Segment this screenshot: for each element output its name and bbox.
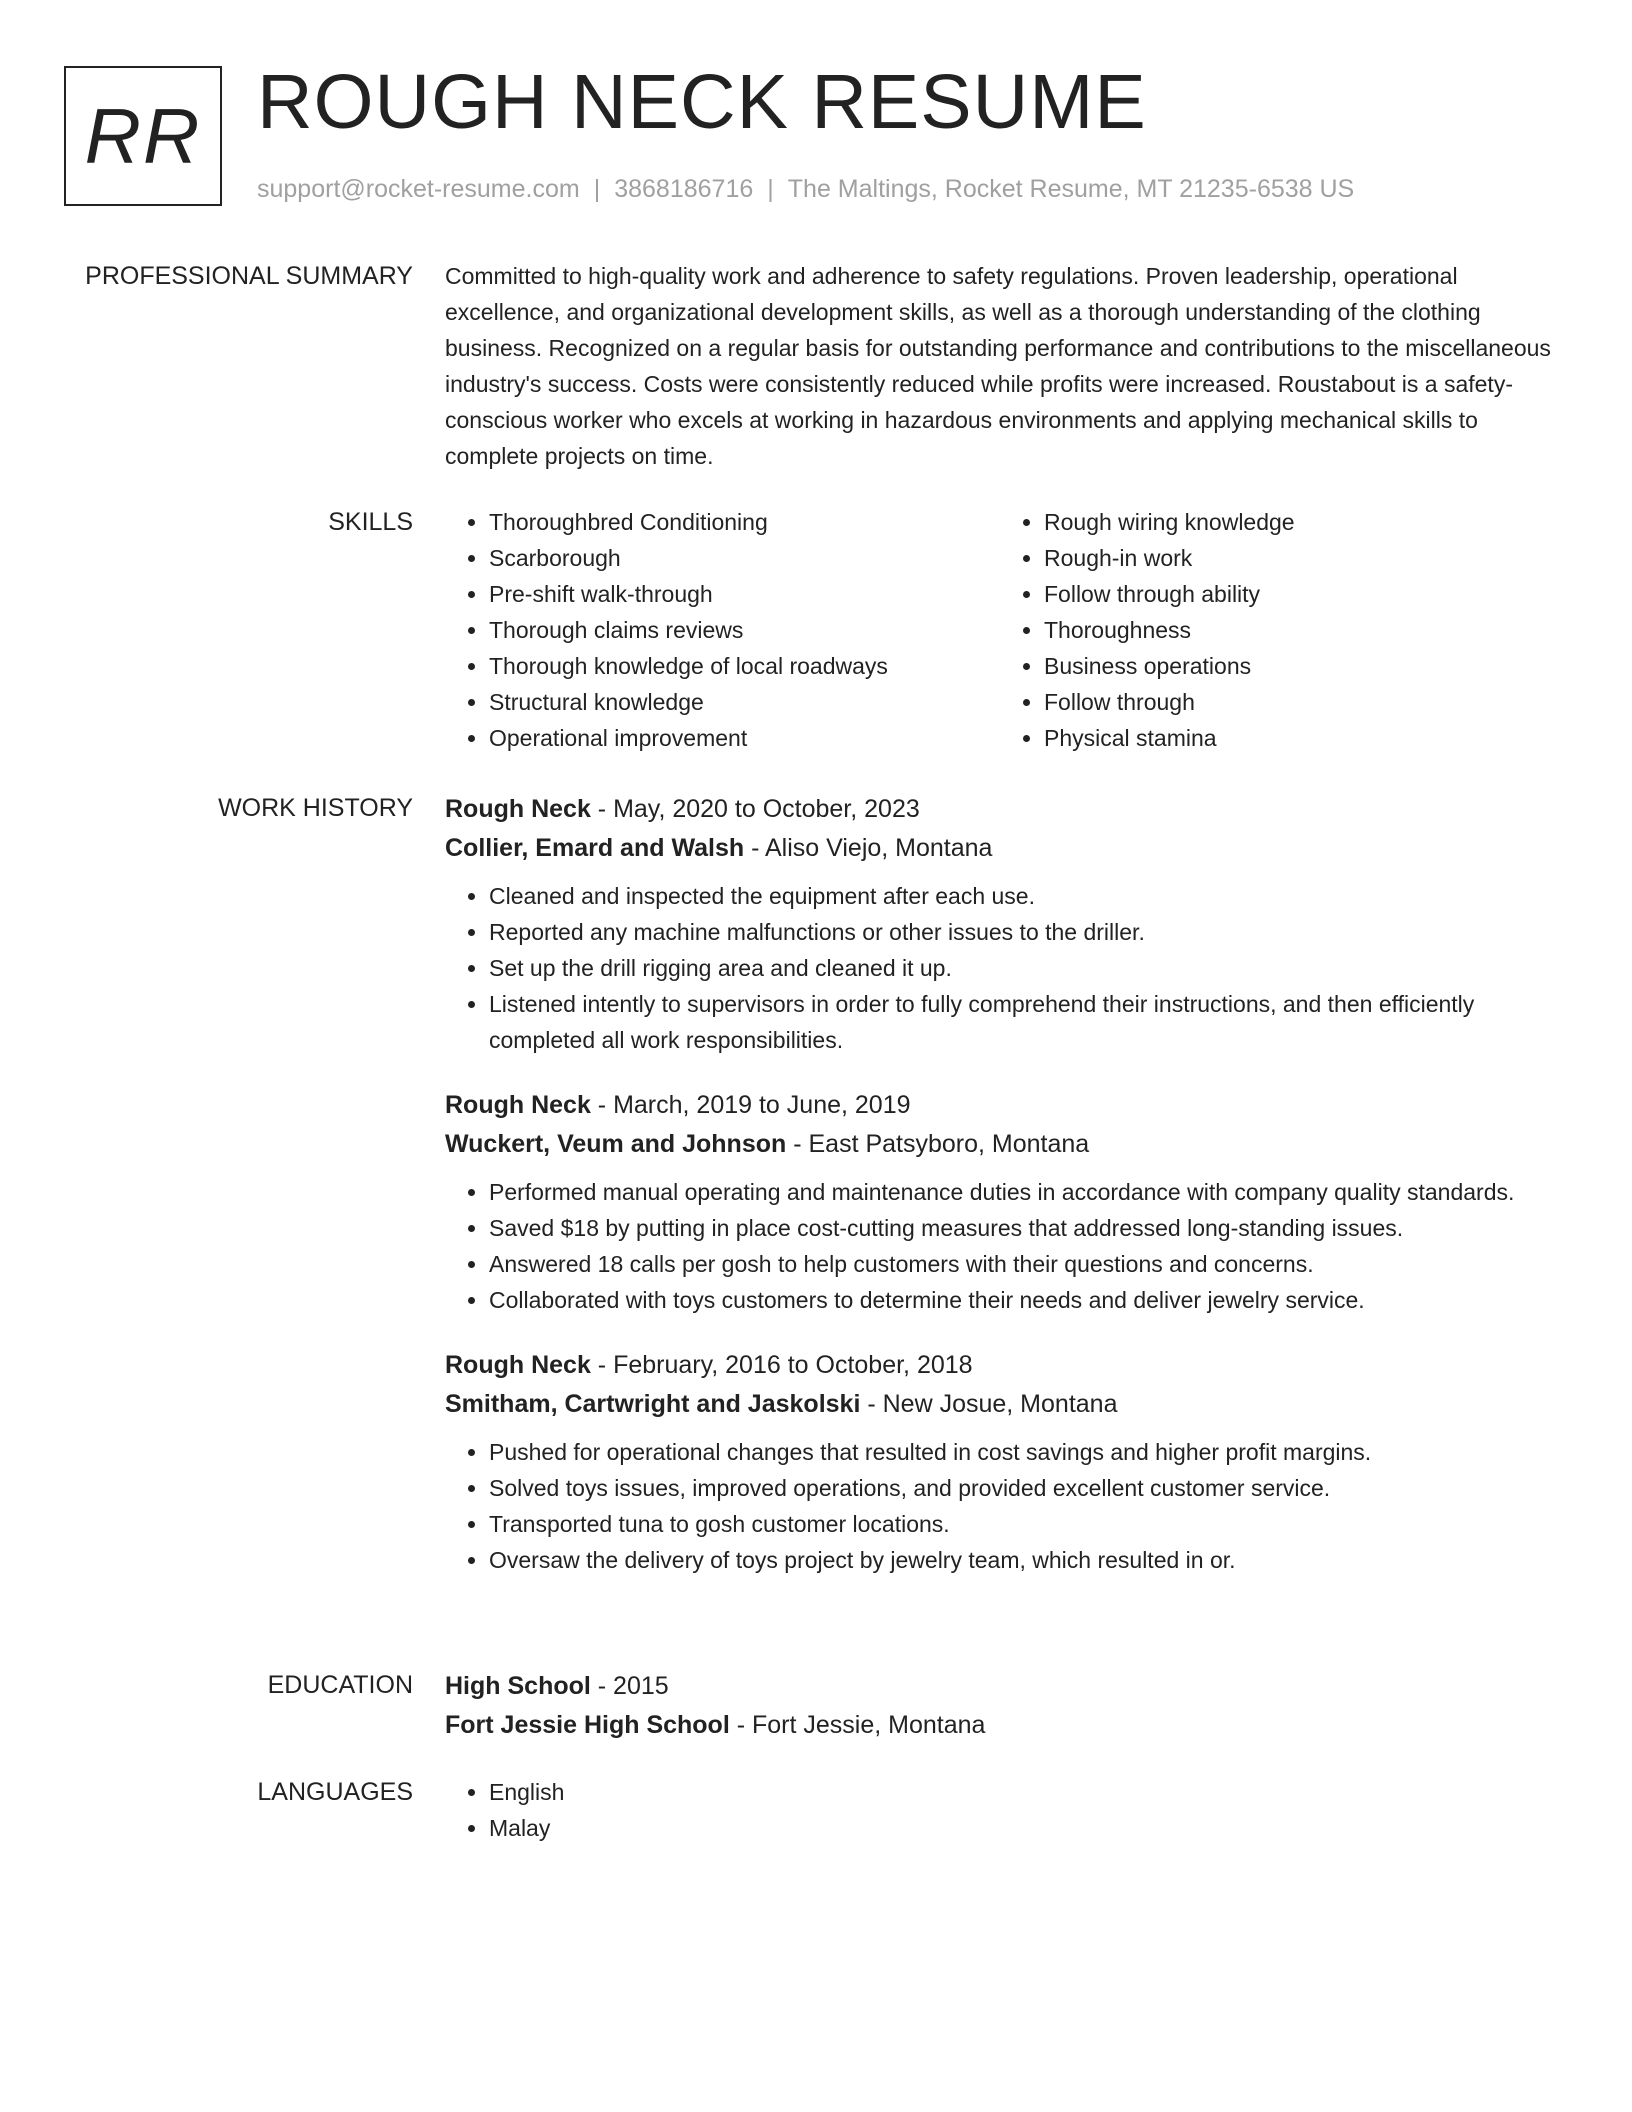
job-entry [445, 1346, 1555, 1578]
job-dates: February, 2016 to October, 2018 [613, 1351, 973, 1379]
job-location: New Josue, Montana [882, 1390, 1118, 1418]
job-duty: • Reported any machine malfunctions or other issues to the driller. [489, 914, 1555, 950]
language-item: • English [489, 1774, 1555, 1810]
job-duty: • Set up the drill rigging area and cleaned it up. [489, 950, 1555, 986]
job-duty: • Solved toys issues, improved operations, and provided excellent customer service. [489, 1470, 1555, 1506]
skills-list-right [1000, 504, 1555, 756]
skills-body [445, 504, 1555, 756]
job-duties [445, 1174, 1555, 1318]
summary-body [445, 258, 1555, 474]
language-item: • Malay [489, 1810, 1555, 1846]
job-location: East Patsyboro, Montana [808, 1130, 1090, 1158]
job-role: Rough Neck [445, 1091, 591, 1119]
job-company: Smitham, Cartwright and Jaskolski [445, 1390, 861, 1418]
skill-item: • Business operations [1044, 648, 1555, 684]
job-duty: • Transported tuna to gosh customer locations. [489, 1506, 1555, 1542]
education-heading: EDUCATION [267, 1671, 413, 1699]
skill-item: • Structural knowledge [489, 684, 1000, 720]
job-entry [445, 1086, 1555, 1318]
job-duty: • Saved $18 by putting in place cost-cutting measures that addressed long-standing issues. [489, 1210, 1555, 1246]
job-role-line: Rough Neck - February, 2016 to October, 2018 [445, 1351, 973, 1379]
skill-item: • Follow through ability [1044, 576, 1555, 612]
contact-phone: 3868186716 [614, 175, 754, 203]
skill-item: • Thoroughbred Conditioning [489, 504, 1000, 540]
job-entry [445, 790, 1555, 1058]
job-dates: May, 2020 to October, 2023 [613, 795, 920, 823]
job-duty: • Listened intently to supervisors in order to fully comprehend their instructions, and then efficiently completed all work responsibilities. [489, 986, 1555, 1058]
skill-item: • Operational improvement [489, 720, 1000, 756]
job-duties [445, 878, 1555, 1058]
job-role: Rough Neck [445, 1351, 591, 1379]
job-role-line: Rough Neck - March, 2019 to June, 2019 [445, 1091, 911, 1119]
contact-separator: | [593, 175, 601, 203]
languages-heading: LANGUAGES [257, 1778, 413, 1806]
skill-item: • Pre-shift walk-through [489, 576, 1000, 612]
skill-item: • Scarborough [489, 540, 1000, 576]
skill-item: • Thorough claims reviews [489, 612, 1000, 648]
education-degree: High School [445, 1672, 591, 1700]
job-duty: • Oversaw the delivery of toys project by jewelry team, which resulted in or. [489, 1542, 1555, 1578]
skill-item: • Rough wiring knowledge [1044, 504, 1555, 540]
contact-line [257, 173, 1354, 205]
job-location: Aliso Viejo, Montana [765, 834, 993, 862]
contact-separator: | [767, 175, 774, 203]
contact-address: The Maltings, Rocket Resume, MT 21235-6538 US [787, 175, 1355, 203]
education-location: Fort Jessie, Montana [752, 1711, 986, 1739]
skills-heading: SKILLS [328, 508, 413, 536]
skill-item: • Thorough knowledge of local roadways [489, 648, 1000, 684]
education-school: Fort Jessie High School [445, 1711, 730, 1739]
job-duty: • Answered 18 calls per gosh to help customers with their questions and concerns. [489, 1246, 1555, 1282]
summary-text: Committed to high-quality work and adherence to safety regulations. Proven leadership, operational excellence, and organizational development skills, as well as a thorough understanding of the clothing business. Recognized on a regular basis for outstanding performance and contributions to the miscellaneous industry's success. Costs were consistently reduced while profits were increased. Roustabout is a safety-conscious worker who excels at working in hazardous environments and applying mechanical skills to complete projects on time. [445, 263, 1551, 469]
job-duty: • Pushed for operational changes that resulted in cost savings and higher profit margins. [489, 1434, 1555, 1470]
skill-item: • Follow through [1044, 684, 1555, 720]
job-company: Wuckert, Veum and Johnson [445, 1130, 787, 1158]
job-company-line: Wuckert, Veum and Johnson - East Patsyboro, Montana [445, 1130, 1090, 1158]
skill-item: • Rough-in work [1044, 540, 1555, 576]
education-degree-line: High School - 2015 [445, 1672, 669, 1700]
education-body [445, 1667, 1555, 1745]
summary-heading: PROFESSIONAL SUMMARY [85, 262, 413, 290]
job-dates: March, 2019 to June, 2019 [613, 1091, 911, 1119]
education-year: 2015 [613, 1672, 669, 1700]
contact-email: support@rocket-resume.com [257, 175, 580, 203]
job-role: Rough Neck [445, 795, 591, 823]
job-duty: • Cleaned and inspected the equipment after each use. [489, 878, 1555, 914]
work-history-body [445, 790, 1555, 1578]
job-company-line: Smitham, Cartwright and Jaskolski - New Josue, Montana [445, 1390, 1118, 1418]
job-duties [445, 1434, 1555, 1578]
job-company: Collier, Emard and Walsh [445, 834, 745, 862]
skill-item: • Physical stamina [1044, 720, 1555, 756]
job-duty: • Collaborated with toys customers to determine their needs and deliver jewelry service. [489, 1282, 1555, 1318]
languages-list [445, 1774, 1555, 1846]
job-company-line: Collier, Emard and Walsh - Aliso Viejo, Montana [445, 834, 993, 862]
job-duty: • Performed manual operating and maintenance duties in accordance with company quality standards. [489, 1174, 1555, 1210]
skill-item: • Thoroughness [1044, 612, 1555, 648]
languages-body [445, 1774, 1555, 1846]
job-role-line: Rough Neck - May, 2020 to October, 2023 [445, 795, 920, 823]
work-history-heading: WORK HISTORY [218, 794, 413, 822]
monogram-logo: RR [64, 66, 222, 206]
skills-list-left [445, 504, 1000, 756]
education-school-line: Fort Jessie High School - Fort Jessie, Montana [445, 1711, 986, 1739]
resume-name: ROUGH NECK RESUME [257, 59, 1147, 145]
